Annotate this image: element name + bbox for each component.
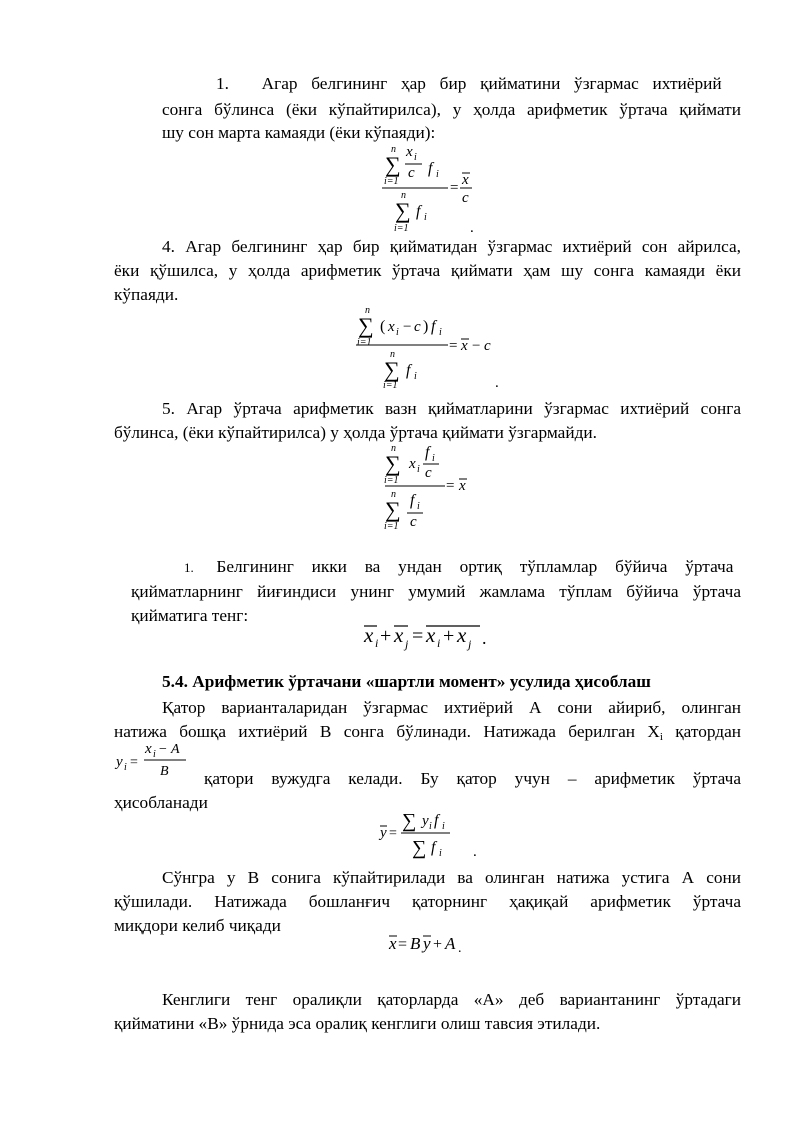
f5-x: x <box>145 741 152 757</box>
f2-dot: . <box>495 375 499 388</box>
f2-den-fi: i <box>414 371 417 382</box>
para2-line2: қўшилади. Натижада бошланғич қаторнинг ҳақиқай арифметик ўртача <box>114 892 741 911</box>
f1-num-c: c <box>408 165 415 181</box>
f1-rhs-c: c <box>462 190 469 206</box>
f5-A: A <box>171 742 180 757</box>
f3-num-c: c <box>425 465 432 481</box>
formula-5 <box>114 739 204 781</box>
para2-line1: Сўнгра у В сонига кўпайтирилади ва олинган натижа устига А сони <box>162 868 741 887</box>
f4-x4-j: j <box>468 637 472 651</box>
f1-eq: = <box>450 180 459 196</box>
item4-line1: 4. Агар белгининг ҳар бир қийматидан ўзгармас ихтиёрий сон айрилса, <box>162 237 741 256</box>
item6-number: 1. <box>184 560 194 575</box>
item1-line2: сонга бўлинса (ёки кўпайтирилса), у ҳолда арифметик ўртача қиймати <box>162 100 741 119</box>
f6-den-f: f <box>431 839 436 856</box>
f1-den-fi: i <box>424 212 427 223</box>
f1-den-n: n <box>401 190 406 201</box>
f3-den-sigma: ∑ <box>385 497 401 522</box>
f1-num-fi: i <box>436 169 439 180</box>
f3-den-c: c <box>410 514 417 530</box>
f4-dot: . <box>482 628 487 648</box>
item6-line2: қийматларнинг йиғиндиси унинг умумий жамлама тўплам бўйича ўртача <box>131 582 741 601</box>
f6-num-f: f <box>434 812 439 829</box>
f2-rhs-minus: − <box>472 338 481 354</box>
para3-line2: қийматини «В» ўрнида эса оралиқ кенглиги олиш тавсия этилади. <box>114 1014 601 1033</box>
f3-num-n: n <box>391 443 396 454</box>
f4-x1-i: i <box>375 636 379 650</box>
f6-y: y <box>380 825 387 841</box>
para1-line2 <box>114 720 741 749</box>
f7-plus: + <box>433 936 443 953</box>
f2-num-n: n <box>365 305 370 316</box>
f3-num-x: x <box>409 456 416 472</box>
para1-line1: Қатор варианталаридан ўзгармас ихтиёрий А сони айириб, олинган <box>162 698 741 717</box>
f2-eq: = <box>449 338 458 354</box>
section-heading: 5.4. Арифметик ўртачани «шартли момент» усулида ҳисоблаш <box>162 672 651 691</box>
formula-7 <box>386 930 476 960</box>
f2-lparen: ( <box>380 318 386 335</box>
para2-line3: миқдори келиб чиқади <box>114 916 281 935</box>
f3-den-fi: i <box>417 501 420 512</box>
f4-x2-j: j <box>405 637 409 651</box>
item1-line1-text: Агар белгининг ҳар бир қийматини ўзгармас ихтиёрий <box>261 74 722 93</box>
f3-num-i1: i=1 <box>384 475 399 486</box>
para1-line3: қатори вужудга келади. Бу қатор учун – арифметик ўртача <box>204 769 741 788</box>
f3-den-n: n <box>391 489 396 500</box>
f1-num-sigma: ∑ <box>385 152 401 177</box>
f2-den-i1: i=1 <box>383 380 398 388</box>
f7-B: B <box>410 934 421 953</box>
item5-line2: бўлинса, (ёки кўпайтирилса) у ҳолда ўртача қиймати ўзгармайди. <box>114 423 597 442</box>
f4-x3: x <box>426 623 436 647</box>
item1-number: 1. <box>216 74 229 93</box>
f1-den-f: f <box>416 203 421 220</box>
f2-c: c <box>414 319 421 335</box>
f1-rhs-x: x <box>462 172 469 188</box>
f3-eq: = <box>446 478 455 494</box>
item6-line1-text: Белгининг икки ва ундан ортиқ тўпламлар бўйича ўртача <box>216 557 734 576</box>
item1-line3: шу сон марта камаяди (ёки кўпаяди): <box>162 123 436 142</box>
para1-line4: ҳисобланади <box>114 793 208 812</box>
f6-eq: = <box>389 826 397 841</box>
f1-dot: . <box>470 220 474 235</box>
f6-dot: . <box>473 844 477 860</box>
f2-f: f <box>431 318 436 335</box>
f1-num-x: x <box>406 144 413 160</box>
f5-y: y <box>116 754 123 770</box>
f3-num-fi: i <box>432 453 435 464</box>
f2-num-sigma: ∑ <box>358 313 374 338</box>
f6-den-fi: i <box>439 848 442 859</box>
f5-xi: i <box>153 749 156 760</box>
f2-rhs-x: x <box>461 338 468 354</box>
f3-den-f: f <box>410 492 415 509</box>
f2-x: x <box>388 319 395 335</box>
f7-A: A <box>445 934 456 953</box>
para3-line1: Кенглиги тенг оралиқли қаторларда «А» деб вариантанинг ўртадаги <box>162 990 741 1009</box>
item6-line3: қийматига тенг: <box>131 606 249 625</box>
para1-line2-text: натижа бошқа ихтиёрий В сонга бўлинади. Натижада берилган X <box>114 722 660 741</box>
f7-dot: . <box>458 941 462 956</box>
f5-minus: − <box>159 742 167 757</box>
f6-den-sigma: ∑ <box>412 837 427 859</box>
f4-x3-i: i <box>437 636 441 650</box>
f2-fi: i <box>439 327 442 338</box>
f3-den-i1: i=1 <box>384 521 399 532</box>
para1-tail: қатордан <box>662 722 741 741</box>
f1-num-xi: i <box>414 152 417 163</box>
item4-line3: кўпаяди. <box>114 285 179 304</box>
f1-num-i1: i=1 <box>384 176 399 187</box>
f2-rhs-c: c <box>484 338 491 354</box>
f5-yi: i <box>124 762 127 773</box>
f2-xi: i <box>396 327 399 338</box>
f2-den-sigma: ∑ <box>384 357 400 382</box>
f2-den-n: n <box>390 349 395 360</box>
item1-line1 <box>216 72 741 95</box>
para1-sub: i <box>659 731 663 743</box>
item4-line2: ёки қўшилса, у ҳолда арифметик ўртача қиймати ҳам шу сонга камаяди ёки <box>114 261 741 280</box>
f2-minus: − <box>403 319 412 335</box>
f4-plus2: + <box>443 625 455 647</box>
f4-plus1: + <box>380 625 392 647</box>
f4-x1: x <box>364 623 374 647</box>
f4-eq: = <box>412 625 424 647</box>
f1-den-sigma: ∑ <box>395 198 411 223</box>
f5-eq: = <box>130 755 138 770</box>
f4-x2: x <box>394 623 404 647</box>
f6-num-fi: i <box>442 821 445 832</box>
f3-num-xi: i <box>417 464 420 475</box>
formula-4 <box>362 620 502 654</box>
f3-num-f: f <box>425 444 430 461</box>
f7-y: y <box>423 934 431 953</box>
f3-rhs-x: x <box>459 478 466 494</box>
f1-den-i1: i=1 <box>394 223 409 234</box>
f6-num-y: y <box>422 813 429 829</box>
f2-rparen: ) <box>423 318 429 335</box>
f7-eq: = <box>398 936 408 953</box>
f2-num-i1: i=1 <box>357 337 372 348</box>
f1-num-f: f <box>428 160 433 177</box>
f1-num-n: n <box>391 144 396 155</box>
f2-den-f: f <box>406 362 411 379</box>
formula-3 <box>381 442 491 534</box>
f7-x: x <box>389 934 397 953</box>
formula-2 <box>352 303 502 388</box>
f4-x4: x <box>457 623 467 647</box>
f5-B: B <box>160 764 169 779</box>
f6-num-yi: i <box>429 821 432 832</box>
item6-line1 <box>184 555 741 579</box>
f3-num-sigma: ∑ <box>385 451 401 476</box>
formula-1 <box>378 140 488 235</box>
item5-line1: 5. Агар ўртача арифметик вазн қийматларини ўзгармас ихтиёрий сонга <box>162 399 741 418</box>
formula-6 <box>378 804 488 860</box>
f6-num-sigma: ∑ <box>402 810 417 832</box>
